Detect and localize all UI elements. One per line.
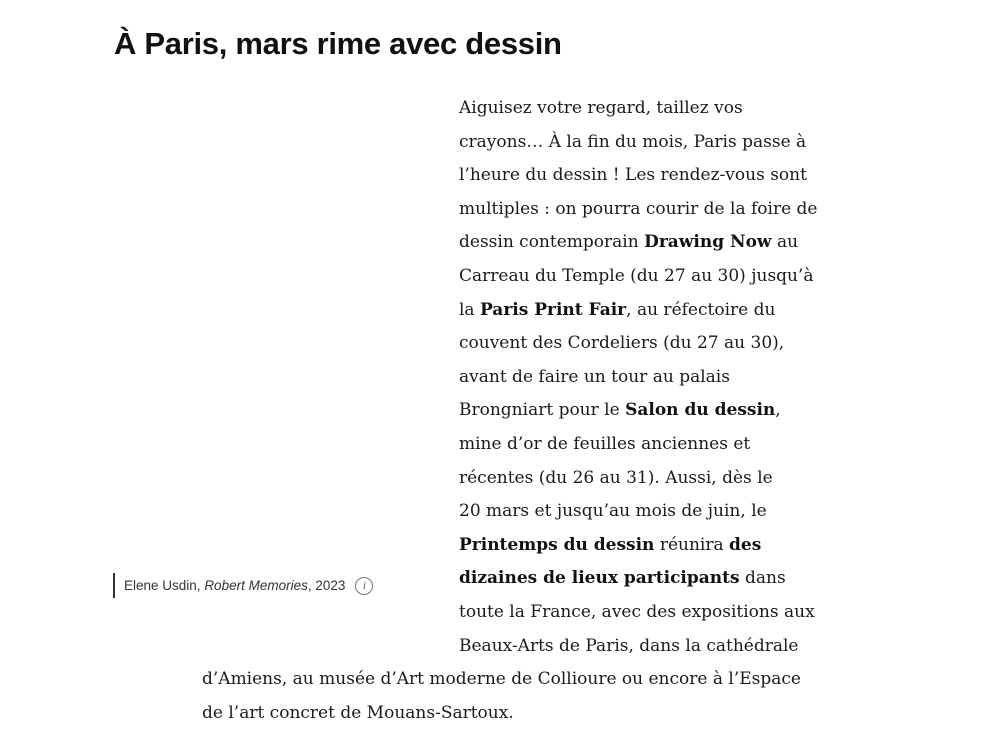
caption-work-title: Robert Memories [204, 578, 308, 593]
paragraph-line: Aiguisez votre regard, taillez vos [459, 98, 743, 118]
paragraph-line: multiples : on pourra courir de la foire de [459, 198, 818, 219]
paragraph-line: toute la France, avec des expositions aux [459, 602, 815, 622]
event-salon-du-dessin: Salon du dessin [625, 400, 776, 421]
paragraph-line: mine d’or de feuilles anciennes et [459, 434, 751, 454]
paragraph-line: crayons… À la fin du mois, Paris passe à [459, 131, 807, 152]
paragraph-line: avant de faire un tour au palais [459, 366, 730, 387]
paragraph-line: récentes (du 26 au 31). Aussi, dès le [459, 467, 773, 488]
caption-artist: Elene Usdin [124, 578, 197, 593]
paragraph-line: d’Amiens, au musée d’Art moderne de Collioure ou encore à l’Espace [202, 669, 801, 690]
paragraph-line: la Paris Print Fair, au réfectoire du [459, 299, 776, 320]
paragraph-line: 20 mars et jusqu’au mois de juin, le [459, 501, 767, 522]
event-printemps-du-dessin: Printemps du dessin [459, 534, 655, 555]
caption-year: , 2023 [307, 578, 346, 593]
paragraph-line: dizaines de lieux participants dans [459, 568, 786, 589]
paragraph-line: Beaux-Arts de Paris, dans la cathédrale [459, 635, 799, 656]
event-paris-print-fair: Paris Print Fair [479, 299, 627, 320]
info-icon[interactable]: i [355, 577, 373, 595]
paragraph-line: dessin contemporain Drawing Now au [459, 232, 799, 253]
paragraph-line: Printemps du dessin réunira des [459, 534, 762, 555]
article-title: À Paris, mars rime avec dessin [114, 26, 562, 61]
event-drawing-now: Drawing Now [644, 232, 772, 253]
paragraph-line: couvent des Cordeliers (du 27 au 30), [459, 333, 785, 354]
image-caption: Elene Usdin , Robert Memories , 2023 i [113, 573, 373, 598]
paragraph-line: l’heure du dessin ! Les rendez-vous sont [459, 165, 807, 186]
paragraph-line: Brongniart pour le Salon du dessin, [459, 400, 781, 421]
paragraph-line: de l’art concret de Mouans-Sartoux. [202, 702, 514, 723]
paragraph-line: Carreau du Temple (du 27 au 30) jusqu’à [459, 266, 814, 286]
